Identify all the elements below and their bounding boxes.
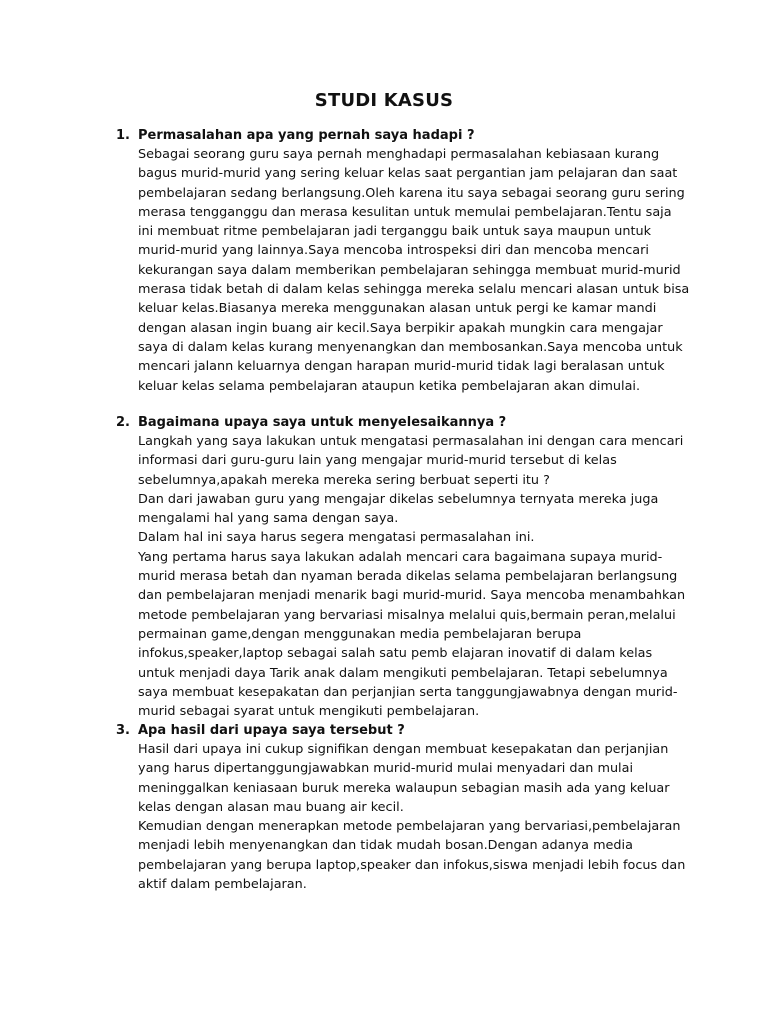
- answer-paragraph: [138, 740, 686, 894]
- answer-line: pembelajaran sedang berlangsung.Oleh karena itu saya sebagai seorang guru sering: [138, 185, 685, 201]
- answer-line: Yang pertama harus saya lakukan adalah mencari cara bagaimana supaya murid-: [138, 549, 663, 565]
- question-number: 2.: [116, 415, 130, 430]
- answer-line: murid-murid yang lainnya.Saya mencoba introspeksi diri dan mencoba mencari: [138, 243, 649, 259]
- page-title: STUDI KASUS: [314, 90, 454, 111]
- answer-line: keluar kelas.Biasanya mereka menggunakan alasan untuk pergi ke kamar mandi: [138, 301, 657, 317]
- answer-line: dengan alasan ingin buang air kecil.Saya berpikir apakah mungkin cara mengajar: [138, 320, 663, 336]
- answer-line: Hasil dari upaya ini cukup signifikan dengan membuat kesepakatan dan perjanjian: [138, 742, 669, 757]
- answer-line: kelas dengan alasan mau buang air kecil.: [138, 799, 404, 815]
- answer-line: untuk menjadi daya Tarik anak dalam mengikuti pembelajaran. Tetapi sebelumnya: [138, 665, 668, 681]
- question-text: Bagaimana upaya saya untuk menyelesaikannya ?: [138, 415, 507, 430]
- answer-line: saya di dalam kelas kurang menyenangkan dan membosankan.Saya mencoba untuk: [138, 339, 683, 355]
- answer-line: permainan game,dengan menggunakan media pembelajaran berupa: [138, 626, 582, 642]
- question-text: Apa hasil dari upaya saya tersebut ?: [138, 723, 405, 738]
- answer-line: Dalam hal ini saya harus segera mengatasi permasalahan ini.: [138, 530, 535, 546]
- answer-line: bagus murid-murid yang sering keluar kelas saat pergantian jam pelajaran dan saat: [138, 166, 678, 182]
- section-3: [116, 721, 686, 894]
- answer-line: murid merasa betah dan nyaman berada dikelas selama pembelajaran berlangsung: [138, 569, 678, 585]
- answer-line: merasa tengganggu dan merasa kesulitan untuk memulai pembelajaran.Tentu saja: [138, 204, 672, 220]
- question-heading: [116, 126, 676, 145]
- answer-line: Dan dari jawaban guru yang mengajar dikelas sebelumnya ternyata mereka juga: [138, 491, 659, 507]
- answer-line: pembelajaran yang berupa laptop,speaker dan infokus,siswa menjadi lebih focus dan: [138, 857, 686, 873]
- answer-line: Kemudian dengan menerapkan metode pembelajaran yang bervariasi,pembelajaran: [138, 819, 681, 835]
- answer-line: Langkah yang saya lakukan untuk mengatasi permasalahan ini dengan cara mencari: [138, 434, 684, 449]
- answer-line: meninggalkan keniasaan buruk mereka walaupun sebagian masih ada yang keluar: [138, 780, 670, 796]
- answer-line: infokus,speaker,laptop sebagai salah satu pemb elajaran inovatif di dalam kelas: [138, 646, 653, 662]
- answer-line: kekurangan saya dalam memberikan pembelajaran sehingga membuat murid-murid: [138, 262, 681, 278]
- question-number: 3.: [116, 723, 130, 738]
- answer-paragraph: [138, 432, 686, 721]
- answer-line: yang harus dipertanggungjawabkan murid-murid mulai menyadari dan mulai: [138, 761, 634, 777]
- section-1: [116, 126, 690, 396]
- question-number: 1.: [116, 128, 130, 143]
- section-2: [116, 413, 686, 721]
- answer-line: informasi dari guru-guru lain yang mengajar murid-murid tersebut di kelas: [138, 453, 617, 469]
- answer-line: dan pembelajaran menjadi menarik bagi murid-murid. Saya mencoba menambahkan: [138, 588, 686, 604]
- answer-line: keluar kelas selama pembelajaran ataupun ketika pembelajaran akan dimulai.: [138, 378, 641, 394]
- answer-line: murid sebagai syarat untuk mengikuti pembelajaran.: [138, 704, 480, 720]
- question-heading: [116, 413, 676, 432]
- question-heading: [116, 721, 676, 740]
- answer-line: Sebagai seorang guru saya pernah menghadapi permasalahan kebiasaan kurang: [138, 147, 660, 162]
- answer-line: mencari jalann keluarnya dengan harapan murid-murid tidak lagi beralasan untuk: [138, 359, 665, 375]
- answer-line: mengalami hal yang sama dengan saya.: [138, 511, 399, 527]
- answer-line: merasa tidak betah di dalam kelas sehingga mereka selalu mencari alasan untuk bisa: [138, 282, 690, 298]
- answer-line: aktif dalam pembelajaran.: [138, 877, 307, 893]
- answer-line: menjadi lebih menyenangkan dan tidak mudah bosan.Dengan adanya media: [138, 838, 633, 854]
- question-text: Permasalahan apa yang pernah saya hadapi ?: [138, 128, 475, 143]
- answer-paragraph: [138, 145, 690, 396]
- answer-line: metode pembelajaran yang bervariasi misalnya melalui quis,bermain peran,melalui: [138, 607, 676, 623]
- answer-line: saya membuat kesepakatan dan perjanjian serta tanggungjawabnya dengan murid-: [138, 684, 678, 700]
- answer-line: ini membuat ritme pembelajaran jadi terganggu baik untuk saya maupun untuk: [138, 224, 652, 240]
- answer-line: sebelumnya,apakah mereka mereka sering berbuat seperti itu ?: [138, 472, 550, 488]
